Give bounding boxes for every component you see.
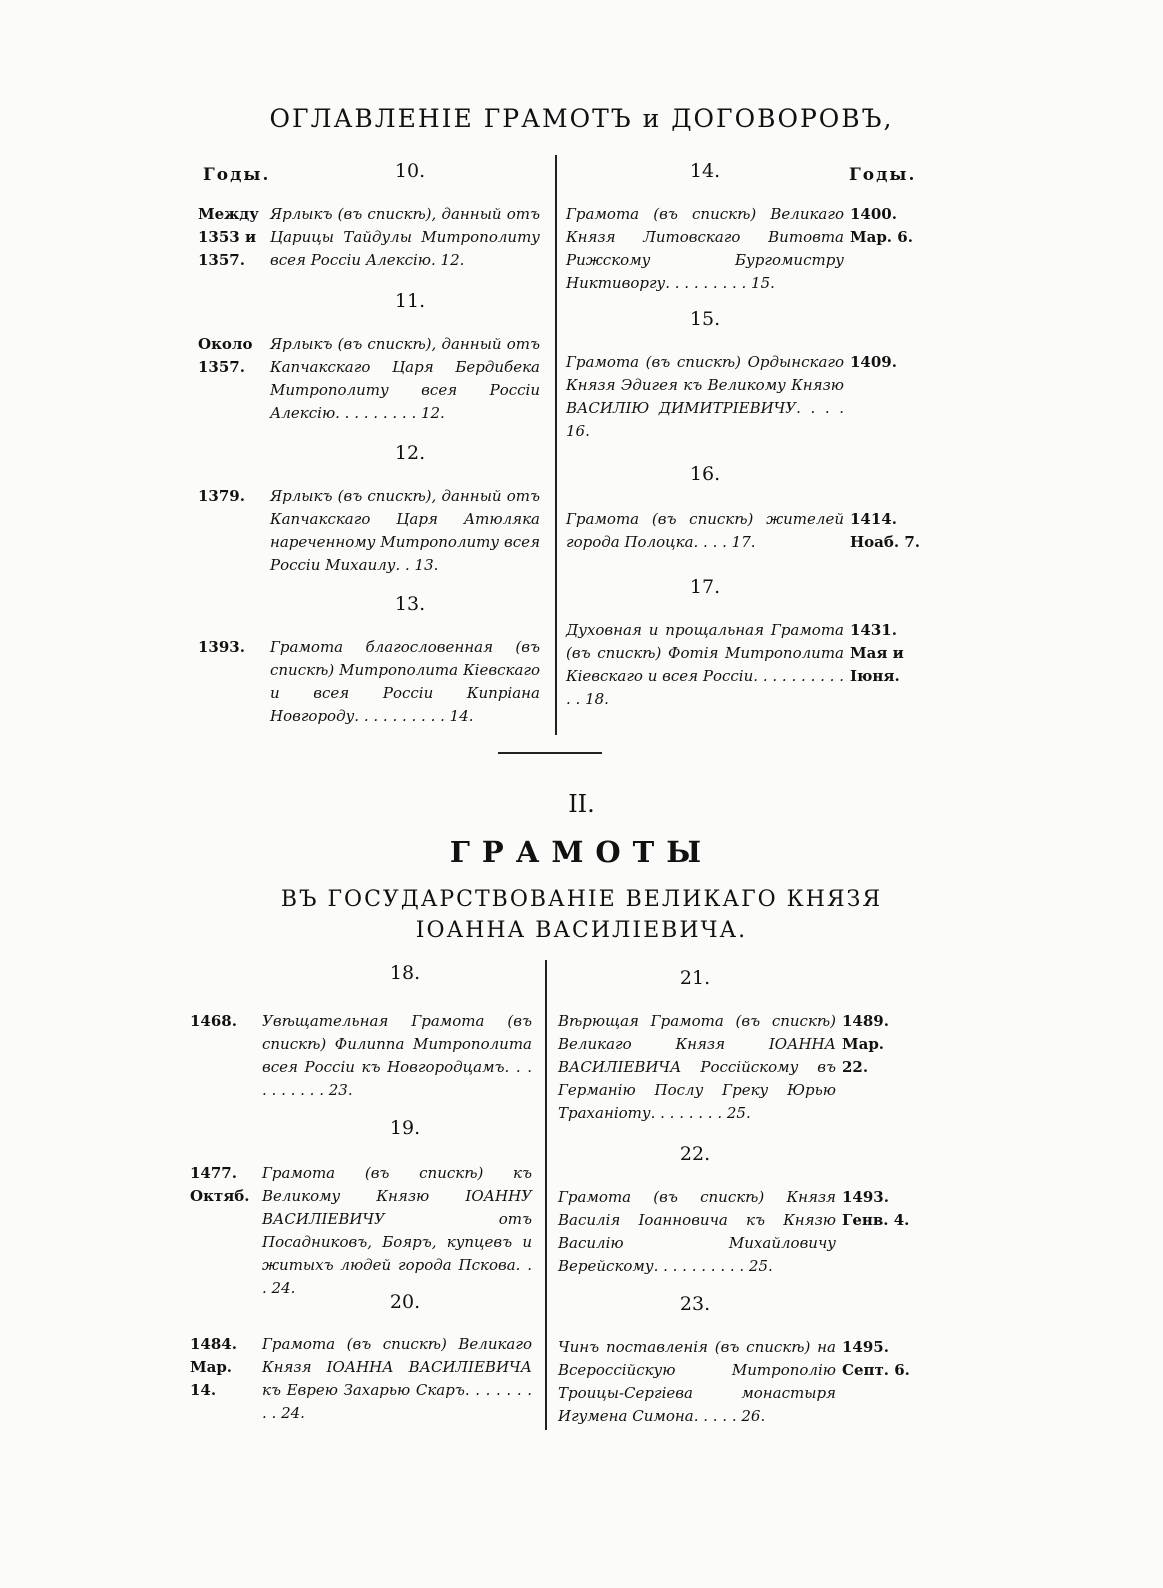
entry-year: 1495. Септ. 6. (842, 1338, 910, 1379)
entry-year: 1484. Мар. 14. (190, 1335, 237, 1399)
entry-text: Грамота (въ спискѣ) Великаго Князя ІОАННА ВАСИЛІЕВИЧА къ Еврею Захарью Скаръ. . . . . . . . . 24. (262, 1335, 532, 1422)
entry-number: 13. (394, 593, 426, 615)
entry-text: Грамота (въ спискѣ) Князя Василія Іоанновича къ Князю Василію Михайловичу Верейскому. . . . . . . . . . 25. (558, 1188, 836, 1275)
entry-text: Духовная и прощальная Грамота (въ спискѣ) Фотія Митрополита Кіевскаго и всея Россіи. . . . . . . . . . . . 18. (566, 621, 844, 708)
entry-text: Ярлыкъ (въ спискѣ), данный отъ Царицы Тайдулы Митрополиту всея Россіи Алексію. 12. (270, 205, 540, 269)
entry-number: 10. (394, 160, 426, 182)
section-title: ГРАМОТЫ (449, 835, 714, 869)
section-subtitle: ІОАННА ВАСИЛІЕВИЧА. (415, 918, 748, 943)
entry-number: 16. (689, 463, 721, 485)
entry-text: Вѣрющая Грамота (въ спискѣ) Великаго Князя ІОАННА ВАСИЛІЕВИЧА Россійскому въ Германію Послу Греку Юрью Траханіоту. . . . . . . . 25. (558, 1012, 836, 1122)
entry-year: 1414. Ноаб. 7. (850, 510, 921, 551)
entry-text: Ярлыкъ (въ спискѣ), данный отъ Капчакскаго Царя Атюляка нареченному Митрополиту всея Россіи Михаилу. . 13. (270, 487, 540, 574)
entry-number: 12. (394, 442, 426, 464)
toc-title: ОГЛАВЛЕНІЕ ГРАМОТЪ и ДОГОВОРОВЪ, (269, 104, 894, 133)
entry-number: 15. (689, 308, 721, 330)
column-divider (555, 155, 557, 735)
years-header-left: Годы. (203, 165, 271, 185)
entry-year: 1409. (850, 353, 897, 371)
entry-text: Увѣщательная Грамота (въ спискѣ) Филиппа Митрополита всея Россіи къ Новгородцамъ. . . . . . . . . . 23. (262, 1012, 532, 1099)
entry-year: 1493. Генв. 4. (842, 1188, 910, 1229)
entry-number: 23. (679, 1293, 711, 1315)
entry-year: 1468. (190, 1012, 237, 1030)
entry-year: 1379. (198, 487, 245, 505)
entry-text: Чинъ поставленія (въ спискѣ) на Всероссійскую Митрополію Троицы-Сергіева монастыря Игумена Симона. . . . . 26. (558, 1338, 836, 1425)
entry-year: 1489. Мар. 22. (842, 1012, 889, 1076)
entry-number: 11. (394, 290, 426, 312)
entry-text: Ярлыкъ (въ спискѣ), данный отъ Капчакскаго Царя Бердибека Митрополиту всея Россіи Алексію. . . . . . . . . 12. (270, 335, 540, 422)
entry-number: 18. (389, 962, 421, 984)
column-divider (545, 960, 547, 1430)
entry-text: Грамота благословенная (въ спискѣ) Митрополита Кіевскаго и всея Россіи Кипріана Новгороду. . . . . . . . . . 14. (270, 638, 540, 725)
entry-year: 1393. (198, 638, 245, 656)
entry-number: 21. (679, 967, 711, 989)
years-header-right: Годы. (849, 165, 917, 185)
section-subtitle: ВЪ ГОСУДАРСТВОВАНІЕ ВЕЛИКАГО КНЯЗЯ (280, 887, 883, 912)
entry-text: Грамота (въ спискѣ) Великаго Князя Литовскаго Витовта Рижскому Бургомистру Никтиворгу. . . . . . . . . 15. (566, 205, 844, 292)
entry-text: Грамота (въ спискѣ) Ордынскаго Князя Эдигея къ Великому Князю ВАСИЛІЮ ДИМИТРІЕВИЧУ. . . . 16. (566, 353, 844, 440)
entry-number: 14. (689, 160, 721, 182)
entry-number: 19. (389, 1117, 421, 1139)
entry-number: 22. (679, 1143, 711, 1165)
entry-text: Грамота (въ спискѣ) къ Великому Князю ІОАННУ ВАСИЛІЕВИЧУ отъ Посадниковъ, Бояръ, купцевъ и житыхъ людей города Пскова. . . 24. (262, 1164, 532, 1297)
entry-year: Около 1357. (198, 335, 253, 376)
entry-year: 1400. Мар. 6. (850, 205, 913, 246)
section-number: II. (568, 790, 595, 818)
entry-year: 1477. Октяб. (190, 1164, 250, 1205)
section-divider (498, 752, 602, 754)
entry-year: Между 1353 и 1357. (198, 205, 259, 269)
entry-number: 17. (689, 576, 721, 598)
entry-text: Грамота (въ спискѣ) жителей города Полоцка. . . . 17. (566, 510, 844, 551)
entry-year: 1431. Мая и Іюня. (850, 621, 904, 685)
entry-number: 20. (389, 1291, 421, 1313)
